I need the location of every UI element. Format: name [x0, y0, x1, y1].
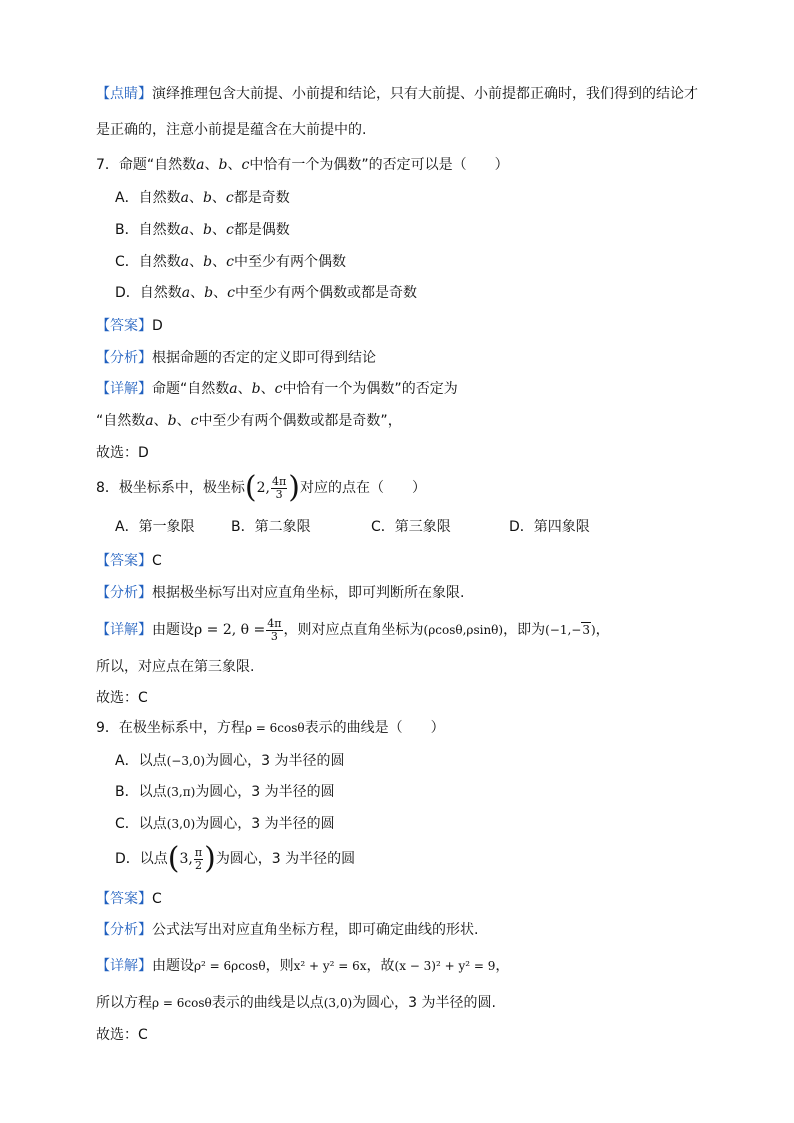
var-a: a [180, 254, 190, 270]
detail-a: 由题设 [152, 622, 194, 638]
option-prefix: D．以点 [115, 851, 168, 867]
detail-d: ， [595, 622, 610, 638]
q7-analysis [96, 348, 376, 368]
q8-option-b: B．第二象限 [231, 519, 311, 535]
var-b: b [218, 157, 228, 173]
q9-detail [96, 956, 509, 976]
polar-equation: ρ = 6cosθ [244, 721, 305, 735]
line2-b: 表示的曲线是以点 [211, 995, 324, 1011]
detail2-a: “自然数 [96, 413, 146, 429]
intro-text-1: 演绎推理包含大前提、小前提和结论，只有大前提、小前提都正确时，我们得到的结论才 [152, 86, 698, 102]
coord-left: 2, [256, 480, 270, 496]
paren-right: ) [288, 470, 300, 505]
rho-equation: ρ = 2, θ = [194, 622, 266, 638]
q9-stem-b: 表示的曲线是（ ） [304, 720, 445, 736]
sep: 、 [213, 285, 228, 301]
sep: 、 [153, 413, 168, 429]
paren-left: ( [244, 470, 257, 505]
fraction-numerator: π [194, 845, 203, 859]
fraction-numerator: 4π [267, 616, 282, 630]
intro-line-2 [96, 120, 366, 140]
q9-option-a [115, 751, 344, 771]
choice-text: 故选：D [96, 445, 149, 461]
polar-equation: ρ = 6cosθ [152, 996, 212, 1010]
option-prefix: A．以点 [115, 753, 167, 769]
option-point: (3,0) [166, 817, 196, 831]
q7-choice [96, 443, 149, 463]
var-c: c [274, 381, 283, 397]
q7-option-a [115, 188, 290, 208]
center-point: (3,0) [323, 996, 353, 1010]
q7-detail [96, 379, 458, 399]
choice-text: 故选：C [96, 690, 148, 706]
sep: 、 [189, 254, 204, 270]
var-c: c [225, 222, 234, 238]
q7-option-c [115, 252, 346, 272]
q8-line2 [96, 657, 254, 677]
line2-c: 为圆心，3 为半径的圆. [352, 995, 496, 1011]
option-prefix: B．以点 [115, 784, 167, 800]
q9-answer [96, 889, 162, 909]
option-prefix: A．自然数 [115, 190, 181, 206]
q8-stem-a: 8．极坐标系中，极坐标 [96, 480, 245, 496]
option-suffix: 为圆心，3 为半径的圆 [215, 851, 356, 867]
q9-stem-a: 9．在极坐标系中，方程 [96, 720, 245, 736]
point-a: (−1,− [545, 623, 582, 637]
tag-analysis: 【分析】 [96, 922, 152, 938]
option-prefix: C．自然数 [115, 254, 181, 270]
q8-stem-b: 对应的点在（ ） [299, 480, 426, 496]
q7-stem-a: 7．命题“自然数 [96, 157, 197, 173]
q9-stem [96, 718, 445, 738]
q9-analysis [96, 920, 478, 940]
q9-option-c [115, 814, 335, 834]
equation-1: ρ² = 6ρcosθ [194, 959, 266, 973]
detail2-b: 中至少有两个偶数或都是奇数”， [198, 413, 402, 429]
q8-option-c: C．第三象限 [371, 519, 451, 535]
answer-value: C [152, 553, 162, 569]
fraction-denominator: 3 [270, 629, 278, 643]
var-c: c [190, 413, 199, 429]
detail-b: 中恰有一个为偶数”的否定为 [282, 381, 458, 397]
var-c: c [226, 254, 234, 270]
tag-answer: 【答案】 [96, 553, 152, 569]
tag-analysis: 【分析】 [96, 350, 152, 366]
tag-answer: 【答案】 [96, 318, 152, 334]
fraction [271, 476, 287, 501]
var-a: a [229, 381, 238, 397]
sep: 、 [260, 381, 275, 397]
detail-a: 由题设 [152, 958, 194, 974]
option-suffix: 都是奇数 [233, 190, 290, 206]
answer-value: D [152, 318, 163, 334]
option-suffix: 为圆心，3 为半径的圆 [195, 816, 335, 832]
var-a: a [145, 413, 154, 429]
var-b: b [202, 190, 212, 206]
option-suffix: 都是偶数 [233, 222, 290, 238]
sep: 、 [211, 222, 226, 238]
coord-left: 3, [179, 851, 193, 867]
sep: 、 [211, 190, 226, 206]
var-a: a [196, 157, 205, 173]
q7-stem-b: 中恰有一个为偶数”的否定可以是（ ） [249, 157, 509, 173]
equation-3: (x − 3)² + y² = 9 [394, 959, 496, 973]
option-suffix: 为圆心，3 为半径的圆 [205, 753, 345, 769]
q9-option-d [115, 841, 355, 877]
analysis-text: 根据命题的否定的定义即可得到结论 [152, 350, 376, 366]
detail-c: ，即为 [503, 622, 546, 638]
rect-coord: (ρcosθ,ρsinθ) [423, 623, 504, 637]
q8-option-a: A．第一象限 [115, 519, 195, 535]
fraction-denominator: 2 [194, 858, 202, 872]
sep: 、 [237, 381, 252, 397]
option-prefix: B．自然数 [115, 222, 181, 238]
fraction-numerator: 4π [272, 474, 287, 488]
intro-text-2: 是正确的，注意小前提是蕴含在大前提中的. [96, 122, 367, 138]
var-b: b [251, 381, 261, 397]
fraction-denominator: 3 [275, 487, 283, 501]
var-a: a [180, 222, 189, 238]
option-suffix: 中至少有两个偶数或都是奇数 [234, 285, 417, 301]
fraction [194, 847, 203, 872]
q7-answer [96, 316, 163, 336]
q9-line2 [96, 993, 496, 1013]
sep: 、 [176, 413, 191, 429]
q8-line2-text: 所以，对应点在第三象限. [96, 659, 255, 675]
paren-left: ( [167, 841, 180, 876]
line2-a: 所以方程 [96, 995, 152, 1011]
sep: 、 [212, 254, 227, 270]
option-point: (−3,0) [166, 754, 206, 768]
analysis-text: 根据极坐标写出对应直角坐标，即可判断所在象限. [152, 585, 465, 601]
sep: 、 [204, 157, 219, 173]
var-a: a [181, 285, 191, 301]
tag-detail: 【详解】 [96, 622, 152, 638]
option-suffix: 为圆心，3 为半径的圆 [195, 784, 335, 800]
option-prefix: C．以点 [115, 816, 167, 832]
detail-c: ，故 [366, 958, 395, 974]
q8-choice [96, 688, 148, 708]
sep: 、 [190, 285, 205, 301]
q9-option-b [115, 782, 335, 802]
tag-answer: 【答案】 [96, 891, 152, 907]
detail-b: ，则 [265, 958, 294, 974]
var-b: b [167, 413, 177, 429]
q7-detail-2 [96, 411, 402, 431]
var-c: c [225, 190, 234, 206]
var-c: c [227, 285, 235, 301]
var-b: b [202, 222, 212, 238]
detail-b: ，则对应点直角坐标为 [283, 622, 424, 638]
var-a: a [180, 190, 189, 206]
point-b: ) [590, 623, 596, 637]
q8-detail [96, 616, 610, 644]
var-c: c [241, 157, 250, 173]
sep: 、 [188, 190, 203, 206]
intro-line-1 [96, 84, 698, 104]
choice-text: 故选：C [96, 1027, 148, 1043]
detail-d: ， [495, 958, 510, 974]
sqrt-3: 3 [582, 623, 590, 637]
tag-analysis: 【分析】 [96, 585, 152, 601]
tag-detail: 【详解】 [96, 381, 152, 397]
var-b: b [203, 254, 213, 270]
q7-option-b [115, 220, 290, 240]
q8-option-d: D．第四象限 [509, 519, 590, 535]
option-prefix: D．自然数 [115, 285, 182, 301]
option-suffix: 中至少有两个偶数 [233, 254, 346, 270]
sep: 、 [188, 222, 203, 238]
answer-value: C [152, 891, 162, 907]
fraction [266, 618, 282, 643]
var-b: b [204, 285, 214, 301]
q8-answer [96, 551, 162, 571]
q7-option-d [115, 283, 417, 303]
analysis-text: 公式法写出对应直角坐标方程，即可确定曲线的形状. [152, 922, 479, 938]
option-point: (3,π) [166, 785, 196, 799]
equation-2: x² + y² = 6x [293, 959, 367, 973]
sep: 、 [227, 157, 242, 173]
tag-dianjing: 【点睛】 [96, 86, 152, 102]
tag-detail: 【详解】 [96, 958, 152, 974]
paren-right: ) [204, 841, 216, 876]
q8-stem [96, 470, 426, 506]
detail-a: 命题“自然数 [152, 381, 230, 397]
q9-choice [96, 1025, 148, 1045]
q8-analysis [96, 583, 464, 603]
q7-stem [96, 155, 509, 175]
